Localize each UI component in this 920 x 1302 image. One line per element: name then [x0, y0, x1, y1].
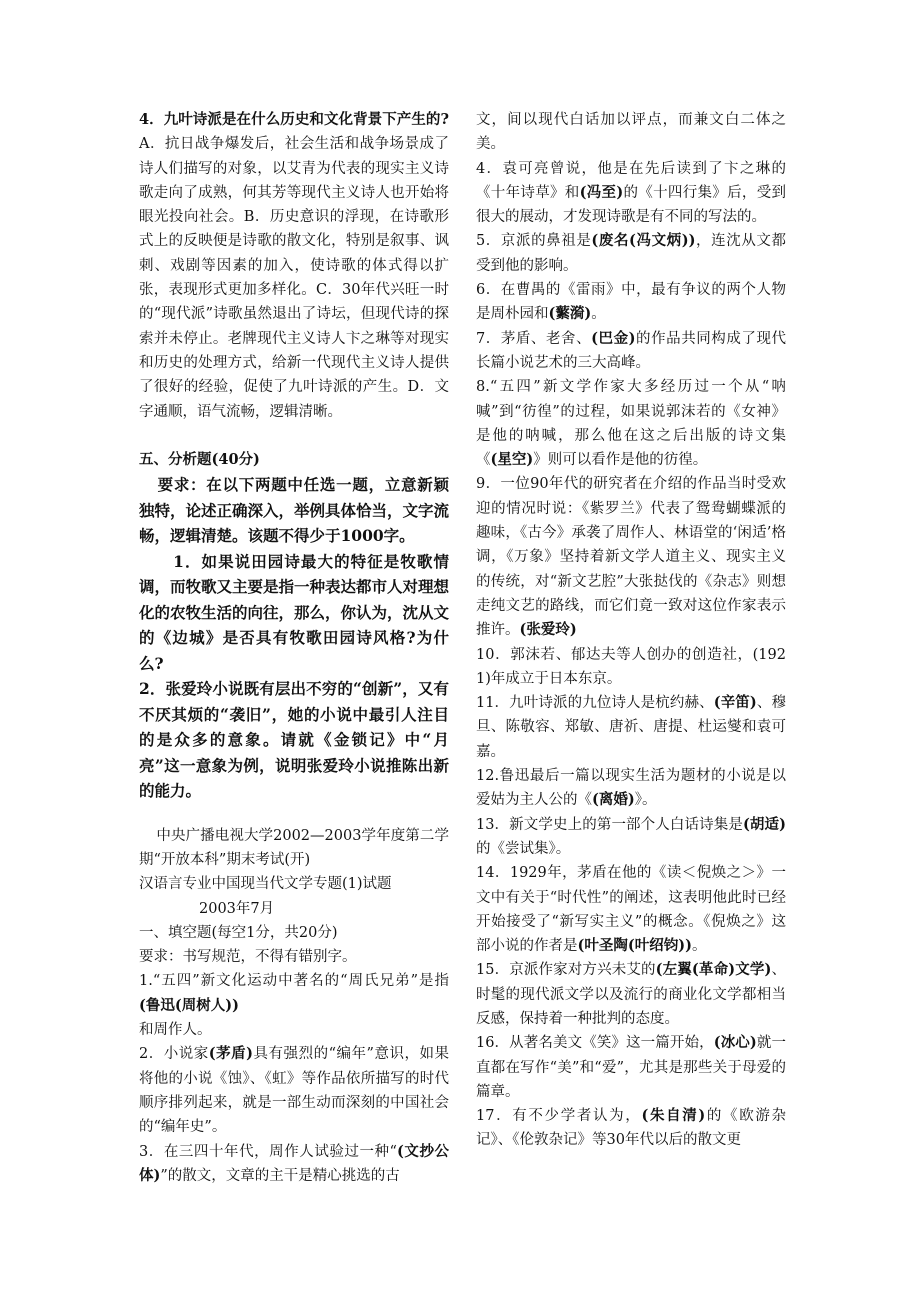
fill-item-7-tail: 的作品共同构成了现代长篇小说艺术的三大高峰。	[476, 330, 786, 371]
fill-item-4-text: 4．袁可亮曾说，他是在先后读到了卞之琳的《十年诗草》和	[476, 160, 786, 201]
fill-item-8-answer: (星空)	[490, 451, 534, 469]
fill-item-10: 10．郭沫若、郁达夫等人创办的创造社，(1921)年成立于日本东京。	[476, 646, 786, 687]
fill-item-14-answer: (叶圣陶(叶绍钧))	[577, 937, 692, 955]
fill-item-2	[139, 1042, 449, 1139]
fill-item-6-tail: 。	[591, 306, 606, 323]
fill-item-3	[139, 1140, 449, 1189]
fill-item-14	[476, 861, 786, 958]
exam-header-line1: 中央广播电视大学2002—2003学年度第二学期“开放本科”期末考试(开)	[139, 827, 449, 868]
exam-header-line2: 汉语言专业中国现当代文学专题(1)试题	[139, 876, 392, 893]
fill-item-2-answer: (茅盾)	[208, 1045, 254, 1063]
fill-item-14-text: 14．1929年，茅盾在他的《读＜倪焕之＞》一文中有关于“时代性”的阐述，这表明他此时已经开始接受了“新写实主义”的概念。《倪焕之》这部小说的作者是	[476, 865, 786, 955]
fill-item-1-tail: 和周作人。	[139, 1022, 212, 1039]
fill-item-1	[139, 969, 449, 1042]
fill-item-5-text: 5．京派的鼻祖是	[476, 233, 592, 250]
section-1-title: 一、填空题(每空1分，共20分)	[139, 924, 338, 941]
fill-item-8	[476, 375, 786, 472]
fill-item-13-tail: 的《尝试集》。	[476, 840, 571, 857]
fill-item-3-text: 3．在三四十年代，周作人试验过一种“	[139, 1143, 397, 1160]
fill-item-17-answer: (朱自清)	[641, 1107, 706, 1125]
fill-item-15-text: 15．京派作家对方兴未艾的	[476, 962, 656, 979]
fill-item-16-tail: 就一直都在写作“美”和“爱”，尤其是那些关于母爱的篇章。	[476, 1035, 787, 1100]
question-4	[139, 108, 449, 424]
fill-item-4-answer: (冯至)	[579, 183, 624, 201]
question-4-title: 4．九叶诗派是在什么历史和文化背景下产生的?	[139, 111, 449, 128]
fill-item-16-text: 16．从著名美文《笑》这一篇开始，	[476, 1035, 714, 1052]
fill-item-7-answer: (巴金)	[591, 329, 636, 347]
fill-item-16-answer: (冰心)	[713, 1034, 757, 1052]
fill-item-12-tail: 》。	[634, 792, 657, 809]
fill-item-3-continued: 文，间以现代白话加以评点，而兼文白二体之美。	[476, 112, 786, 153]
fill-item-7	[476, 327, 786, 376]
fill-item-16	[476, 1031, 786, 1104]
fill-item-6-text: 6．在曹禺的《雷雨》中，最有争议的两个人物是周朴园和	[476, 282, 786, 323]
fill-item-3-answer: (文抄公体)	[139, 1142, 449, 1184]
fill-item-5-tail: ，连沈从文都受到他的影响。	[476, 233, 786, 274]
fill-item-2-text: 2．小说家	[139, 1046, 209, 1063]
fill-item-2-tail: 具有强烈的“编年”意识，如果将他的小说《蚀》、《虹》等作品依所描写的时代顺序排列起来，就是一部生动而深刻的中国社会的“编年史”。	[139, 1046, 449, 1136]
fill-item-17-tail: 的《欧游杂记》、《伦敦杂记》等30年代以后的散文更	[476, 1108, 787, 1149]
fill-item-11-text: 11．九叶诗派的九位诗人是杭约赫、	[476, 695, 714, 712]
fill-item-12	[476, 764, 786, 813]
fill-item-7-text: 7．茅盾、老舍、	[476, 330, 592, 347]
fill-item-12-answer: (离婚)	[592, 791, 635, 809]
fill-item-17-text: 17．有不少学者认为，	[476, 1108, 642, 1125]
fill-item-4	[476, 157, 786, 230]
section-5-requirement: 要求：在以下两题中任选一题，立意新颖独特，论述正确深入，举例具体恰当，文字流畅，逻辑清楚。该题不得少于1000字。	[139, 475, 450, 546]
fill-item-17	[476, 1104, 786, 1153]
question-4-answer: A．抗日战争爆发后，社会生活和战争场景成了诗人们描写的对象，以艾青为代表的现实主义诗歌走向了成熟，何其芳等现代主义诗人也开始将眼光投向社会。B．历史意识的浮现，在诗歌形式上的反映便是诗歌的散文化，特别是叙事、讽刺、戏剧等因素的加入，使诗歌的体式得以扩张，表现形式更加多样化。C．30年代兴旺一时的“现代派”诗歌虽然退出了诗坛，但现代诗的探索并未停止。老牌现代主义诗人卞之琳等对现实和历史的处理方式，给新一代现代主义诗人提供了很好的经验，促使了九叶诗派的产生。D．文字通顺，语气流畅，逻辑清晰。	[139, 136, 449, 420]
fill-item-1-answer: (鲁迅(周树人))	[139, 996, 239, 1014]
fill-item-9-answer: (张爱玲)	[519, 621, 577, 639]
fill-item-13-text: 13．新文学史上的第一部个人白话诗集是	[476, 816, 743, 833]
fill-item-1-text: 1.“五四”新文化运动中著名的“周氏兄弟”是指	[139, 973, 449, 990]
section-5-question-1: 1．如果说田园诗最大的特征是牧歌情调，而牧歌又主要是指一种表达都市人对理想化的农牧生活的向往，那么，你认为，沈从文的《边城》是否具有牧歌田园诗风格?为什么?	[139, 551, 450, 673]
exam-date: 2003年7月	[199, 900, 275, 917]
section-5-title: 五、分析题(40分)	[139, 450, 260, 468]
fill-item-8-text: 8.“五四”新文学作家大多经历过一个从“呐喊”到“彷徨”的过程，如果说郭沫若的《女神》是他的呐喊，那么他在这之后出版的诗文集《	[476, 379, 786, 469]
fill-item-13-answer: (胡适)	[742, 815, 786, 833]
fill-item-14-tail: 。	[691, 938, 707, 955]
fill-item-6-answer: (蘩漪)	[548, 305, 592, 323]
right-column	[476, 108, 786, 1153]
fill-item-5-answer: (废名(冯文炳))	[591, 232, 696, 250]
fill-item-3-tail: ”的散文，文章的主干是精心挑选的古	[160, 1167, 400, 1184]
fill-item-5	[476, 229, 786, 278]
fill-item-4-tail: 的《十四行集》后，受到很大的展动，才发现诗歌是有不同的写法的。	[476, 184, 786, 226]
fill-item-15-answer: (左翼(革命)文学)	[655, 961, 772, 979]
fill-item-11	[476, 691, 786, 764]
section-1-requirement: 要求：书写规范，不得有错别字。	[139, 949, 357, 966]
fill-item-8-tail: 》则可以看作是他的彷徨。	[533, 452, 708, 469]
fill-item-12-text: 12.鲁迅最后一篇以现实生活为题材的小说是以爱姑为主人公的《	[476, 768, 786, 809]
fill-item-11-answer: (辛笛)	[713, 694, 757, 712]
fill-item-13	[476, 813, 786, 862]
fill-item-6	[476, 278, 786, 327]
fill-item-15-tail: 、时髦的现代派文学以及流行的商业化文学都相当反感，保持着一种批判的态度。	[476, 962, 786, 1027]
left-column	[139, 108, 449, 1188]
fill-item-11-tail: 、穆旦、陈敬容、郑敏、唐祈、唐提、杜运燮和袁可嘉。	[476, 695, 787, 760]
section-5-question-2: 2．张爱玲小说既有层出不穷的“创新”，又有不厌其烦的“袭旧”，她的小说中最引人注目的是众多的意象。请就《金锁记》中“月亮”这一意象为例，说明张爱玲小说推陈出新的能力。	[139, 679, 449, 801]
fill-item-15	[476, 958, 786, 1031]
fill-item-9	[476, 472, 786, 642]
fill-item-9-text: 9．一位90年代的研究者在介绍的作品当时受欢迎的情况时说：《紫罗兰》代表了鸳鸯蝴蝶派的趣味，《古今》承袭了周作人、林语堂的‘闲适’格调，《万象》坚持着新文学人道主义、现实主义的传统，对“新文艺腔”大张挞伐的《杂志》则想走纯文艺的路线，而它们竟一致对这位作家表示推许。	[476, 476, 786, 639]
